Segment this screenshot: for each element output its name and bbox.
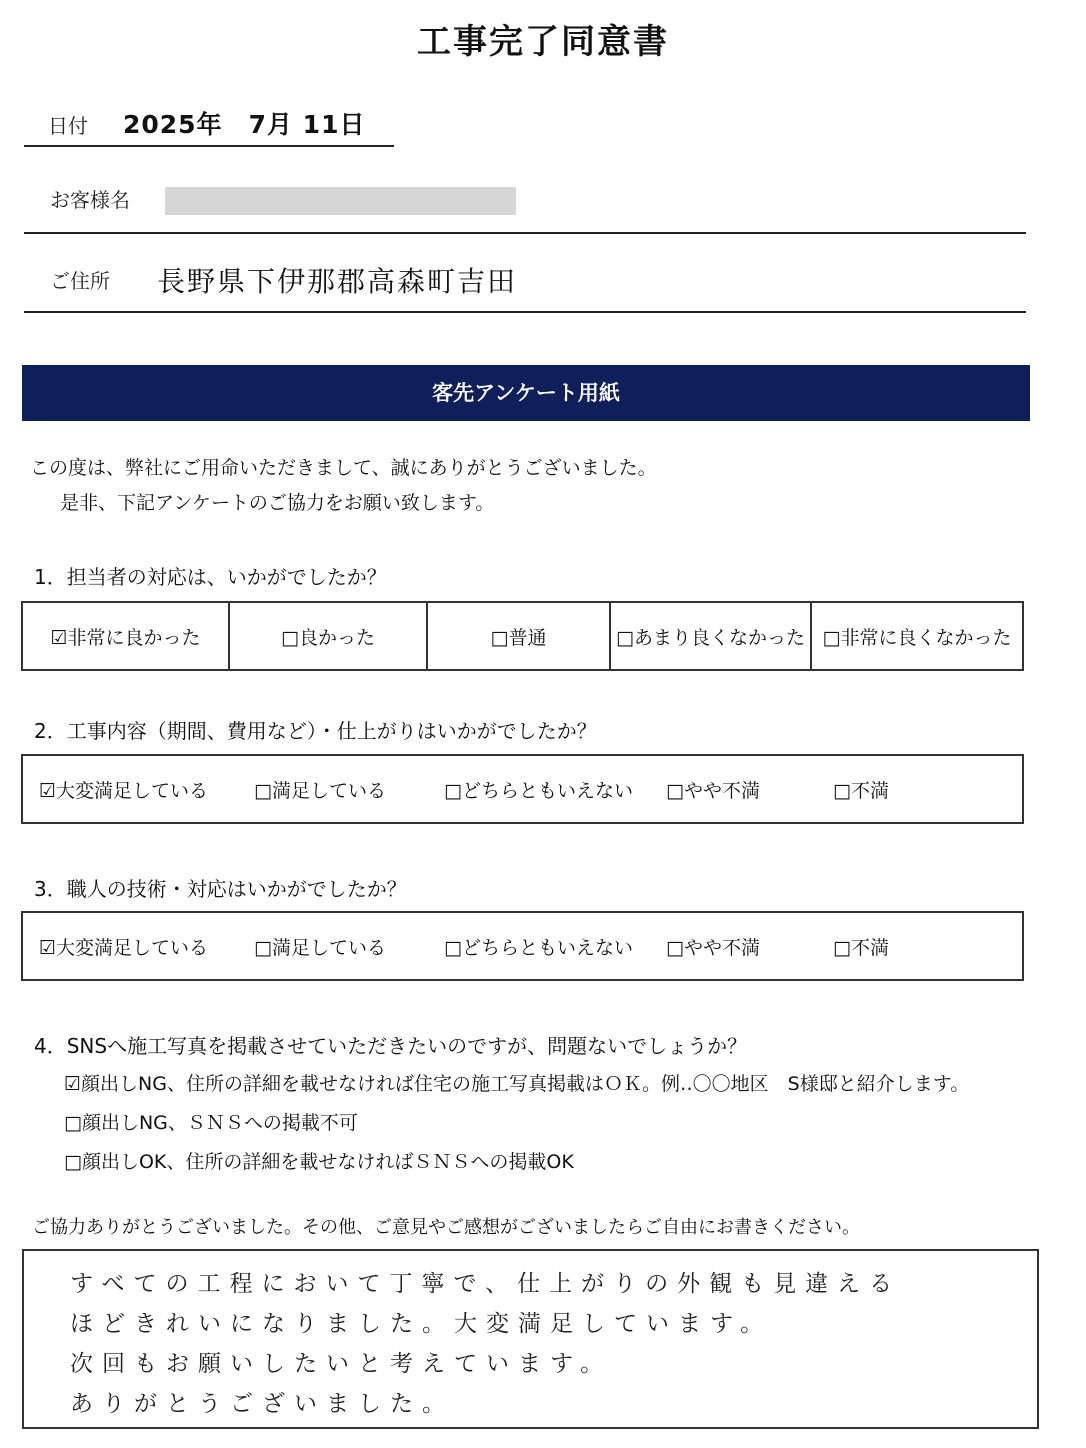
q2-option-satisfied[interactable]: □満足している [254, 779, 386, 802]
q2-options-box [21, 754, 1024, 824]
q3-option-neutral[interactable]: □どちらともいえない [444, 936, 633, 959]
q2-option-dissatisfied[interactable]: □不満 [833, 779, 889, 802]
document-title: 工事完了同意書 [417, 22, 669, 62]
q3-options-box [21, 911, 1024, 981]
survey-banner: 客先アンケート用紙 [22, 365, 1030, 421]
q2-option-neutral[interactable]: □どちらともいえない [444, 779, 633, 802]
question-3: 3．職人の技術・対応はいかがでしたか？ [34, 877, 407, 901]
q3-option-very-satisfied[interactable]: ☑大変満足している [39, 936, 209, 959]
address-label: ご住所 [50, 269, 110, 293]
question-1: 1．担当者の対応は、いかがでしたか？ [34, 565, 387, 589]
q1-options-box [21, 601, 1024, 671]
q4-option-face-ng-address-hidden-ok[interactable]: ☑顔出しNG、住所の詳細を載せなければ住宅の施工写真掲載はＯＫ。例‥〇〇地区 S様邸と紹介します。 [64, 1073, 970, 1095]
address-value: 長野県下伊那郡高森町吉田 [157, 265, 518, 298]
q3-option-dissatisfied[interactable]: □不満 [833, 936, 889, 959]
q4-option-face-ok-address-hidden-ok[interactable]: □顔出しOK、住所の詳細を載せなければＳＮＳへの掲載OK [64, 1151, 574, 1173]
q2-option-very-satisfied[interactable]: ☑大変満足している [39, 779, 209, 802]
comment-line-2: ほどきれいになりました。大変満足しています。 [70, 1311, 773, 1337]
intro-line-1: この度は、弊社にご用命いただきまして、誠にありがとうございました。 [30, 457, 657, 479]
date-value: 2025年 7月 11日 [123, 110, 366, 139]
closing-message: ご協力ありがとうございました。その他、ご意見やご感想がございましたらご自由にお書きください。 [32, 1217, 860, 1238]
address-underline [24, 311, 1026, 313]
comment-box[interactable] [22, 1249, 1039, 1429]
customer-underline [24, 232, 1026, 234]
q1-option-average[interactable]: □普通 [428, 603, 611, 669]
question-2: 2．工事内容（期間、費用など）・仕上がりはいかがでしたか？ [34, 719, 597, 743]
q1-option-good[interactable]: □良かった [230, 603, 428, 669]
comment-line-4: ありがとうございました。 [70, 1391, 454, 1417]
q1-option-very-good[interactable]: ☑非常に良かった [23, 603, 230, 669]
customer-label: お客様名 [50, 188, 130, 212]
q2-option-somewhat-dissatisfied[interactable]: □やや不満 [666, 779, 760, 802]
comment-line-1: すべての工程において丁寧で、仕上がりの外観も見違える [70, 1271, 902, 1297]
q3-option-satisfied[interactable]: □満足している [254, 936, 386, 959]
date-label: 日付 [48, 114, 88, 138]
q3-option-somewhat-dissatisfied[interactable]: □やや不満 [666, 936, 760, 959]
q1-option-very-bad[interactable]: □非常に良くなかった [822, 626, 1012, 649]
comment-line-3: 次回もお願いしたいと考えています。 [70, 1351, 613, 1377]
customer-name-redacted [165, 187, 516, 215]
question-4: 4．SNSへ施工写真を掲載させていただきたいのですが、問題ないでしょうか？ [34, 1034, 748, 1058]
q4-option-face-ng-no-post[interactable]: □顔出しNG、ＳＮＳへの掲載不可 [64, 1112, 358, 1134]
q1-option-not-good[interactable]: □あまり良くなかった [611, 603, 812, 669]
intro-line-2: 是非、下記アンケートのご協力をお願い致します。 [60, 492, 495, 514]
date-underline [24, 145, 394, 147]
